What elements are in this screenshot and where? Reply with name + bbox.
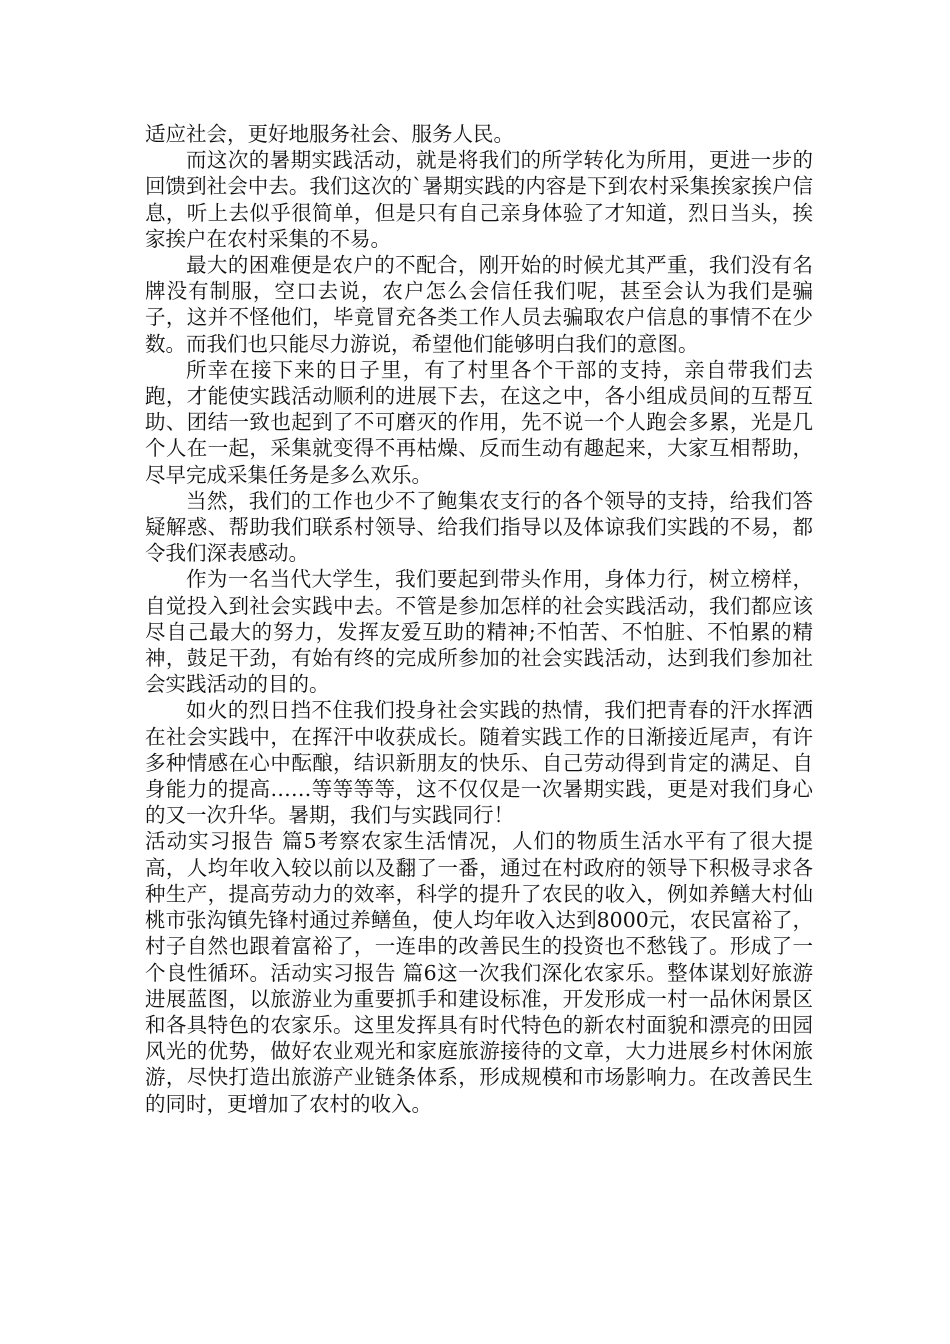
paragraph-2: 而这次的暑期实践活动，就是将我们的所学转化为所用，更进一步的回馈到社会中去。我们这次的`暑期实践的内容是下到农村采集挨家挨户信息，听上去似乎很简单，但是只有自己亲身体验了才知道，烈日当头，挨家挨户在农村采集的不易。 [145, 148, 813, 251]
paragraph-1: 适应社会，更好地服务社会、服务人民。 [145, 122, 514, 146]
paragraph-5: 当然，我们的工作也少不了鲍集农支行的各个领导的支持，给我们答疑解惑、帮助我们联系村领导、给我们指导以及体谅我们实践的不易，都令我们深表感动。 [145, 488, 813, 566]
paragraph-7: 如火的烈日挡不住我们投身社会实践的热情，我们把青春的汗水挥洒在社会实践中，在挥汗中收获成长。随着实践工作的日渐接近尾声，有许多种情感在心中酝酿，结识新朋友的快乐、自己劳动得到肯定的满足、自身能力的提高……等等等等，这不仅仅是一次暑期实践，更是对我们身心的又一次升华。暑期，我们与实践同行！ [145, 698, 813, 828]
paragraph-6: 作为一名当代大学生，我们要起到带头作用，身体力行，树立榜样，自觉投入到社会实践中去。不管是参加怎样的社会实践活动，我们都应该尽自己最大的努力，发挥友爱互助的精神;不怕苦、不怕脏、不怕累的精神，鼓足干劲，有始有终的完成所参加的社会实践活动，达到我们参加社会实践活动的目的。 [145, 567, 813, 697]
paragraph-8: 活动实习报告 篇5考察农家生活情况，人们的物质生活水平有了很大提高，人均年收入较以前以及翻了一番，通过在村政府的领导下积极寻求各种生产，提高劳动力的效率，科学的提升了农民的收入，例如养鳝大村仙桃市张沟镇先锋村通过养鳝鱼，使人均年收入达到8000元，农民富裕了，村子自然也跟着富裕了，一连串的改善民生的投资也不愁钱了。形成了一个良性循环。活动实习报告 篇6这一次我们深化农家乐。整体谋划好旅游进展蓝图，以旅游业为重要抓手和建设标准，开发形成一村一品休闲景区和各具特色的农家乐。这里发挥具有时代特色的新农村面貌和漂亮的田园风光的优势，做好农业观光和家庭旅游接待的文章，大力进展乡村休闲旅游，尽快打造出旅游产业链条体系，形成规模和市场影响力。在改善民生的同时，更增加了农村的收入。 [145, 829, 813, 1116]
paragraph-4: 所幸在接下来的日子里，有了村里各个干部的支持，亲自带我们去跑，才能使实践活动顺利的进展下去，在这之中，各小组成员间的互帮互助、团结一致也起到了不可磨灭的作用，先不说一个人跑会多累，光是几个人在一起，采集就变得不再枯燥、反而生动有趣起来，大家互相帮助，尽早完成采集任务是多么欢乐。 [145, 357, 813, 487]
paragraph-3: 最大的困难便是农户的不配合，刚开始的时候尤其严重，我们没有名牌没有制服，空口去说，农户怎么会信任我们呢，甚至会认为我们是骗子，这并不怪他们，毕竟冒充各类工作人员去骗取农户信息的事情不在少数。而我们也只能尽力游说，希望他们能够明白我们的意图。 [145, 253, 813, 356]
document-body [145, 121, 813, 1117]
